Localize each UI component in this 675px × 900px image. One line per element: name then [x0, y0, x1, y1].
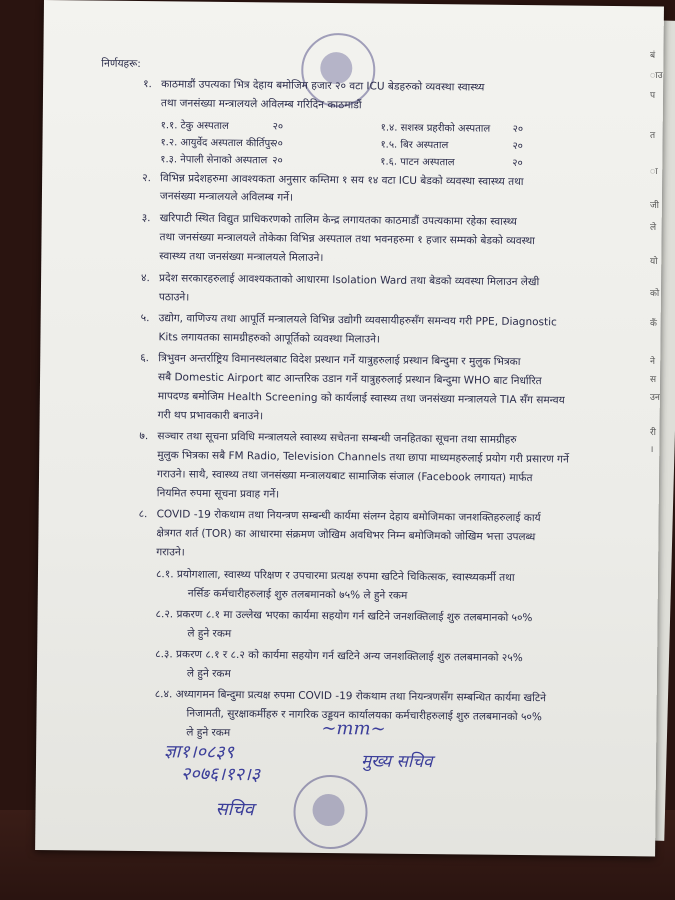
- subitem-8-2-line-1: ८.२. प्रकरण ८.१ मा उल्लेख भएका कार्यमा सहयोग गर्न खटिने जनशक्तिलाई शुरु तलबमानको ५०%: [155, 608, 533, 625]
- margin-fragment: त: [650, 131, 656, 141]
- hospital-1-1: १.१. टेकु अस्पताल: [160, 120, 229, 132]
- margin-fragment: प: [650, 91, 656, 101]
- hospital-1-6: १.६. पाटन अस्पताल: [380, 156, 455, 169]
- item-5-line-1: उद्योग, वाणिज्य तथा आपूर्ति मन्त्रालयले विभिन्न उद्योगी व्यवसायीहरुसँग समन्वय गरी PPE, Diagnostic: [158, 312, 557, 329]
- subitem-8-2-line-2: ले हुने रकम: [187, 627, 232, 640]
- hospital-1-3-beds: २०: [272, 155, 283, 167]
- item-3-line-3: स्वास्थ्य तथा जनसंख्या मन्त्रालयले मिलाउने।: [159, 250, 324, 264]
- item-3-line-2: तथा जनसंख्या मन्त्रालयले तोकेका विभिन्न अस्पताल तथा भवनहरुमा १ हजार सम्मको बेडको व्यवस्था: [159, 231, 536, 248]
- item-8-line-1: COVID -19 रोकथाम तथा नियन्त्रण सम्बन्धी कार्यमा संलग्न देहाय बमोजिमका जनशक्तिहरुलाई कार्य: [156, 508, 541, 525]
- item-3-number: ३.: [141, 212, 151, 225]
- margin-fragment: बं: [650, 51, 656, 61]
- item-4-line-2: पठाउने।: [158, 291, 190, 304]
- item-7-number: ७.: [139, 430, 149, 443]
- item-4-number: ४.: [141, 272, 150, 285]
- margin-fragment: कँ: [650, 319, 657, 329]
- item-4-line-1: प्रदेश सरकारहरुलाई आवश्यकताको आधारमा Isolation Ward तथा बेडको व्यवस्था मिलाउन लेखी: [159, 272, 540, 289]
- official-seal-bottom: [293, 775, 368, 850]
- item-5-line-2: Kits लगायतका सामग्रीहरुको आपूर्तिको व्यवस्था मिलाउने।: [158, 331, 380, 346]
- item-6-line-1: त्रिभुवन अन्तर्राष्ट्रिय विमानस्थलबाट विदेश प्रस्थान गर्ने यात्रुहरुलाई प्रस्थान बिन्दुमा र मुलुक भित्रका: [158, 352, 521, 369]
- subitem-8-1-line-1: ८.१. प्रयोगशाला, स्वास्थ्य परिक्षण र उपचारमा प्रत्यक्ष रुपमा खटिने चिकित्सक, स्वास्थ्यकर्मी तथा: [155, 568, 515, 584]
- margin-fragment: ले: [650, 223, 657, 233]
- margin-fragment: उन: [650, 393, 660, 403]
- margin-fragment: यो: [650, 257, 658, 267]
- item-6-line-4: गरी थप प्रभावकारी बनाउने।: [157, 409, 264, 423]
- heading: निर्णयहरू:: [101, 57, 141, 71]
- subitem-8-1-line-2: नर्सिङ कर्मचारीहरुलाई शुरु तलबमानको ७५% ले हुने रकम: [187, 587, 408, 602]
- handwritten-title-secretary: सचिव: [215, 798, 254, 821]
- margin-fragment: री: [650, 428, 657, 438]
- hospital-1-2: १.२. आयुर्वेद अस्पताल कीर्तिपुर: [160, 137, 275, 150]
- subitem-8-3-line-2: ले हुने रकम: [186, 667, 231, 680]
- handwritten-title-chief-secretary: मुख्य सचिव: [360, 751, 433, 773]
- item-2-line-2: जनसंख्या मन्त्रालयले अविलम्ब गर्ने।: [159, 190, 294, 204]
- subitem-8-4-line-1: ८.४. अध्यागमन बिन्दुमा प्रत्यक्ष रुपमा COVID -19 रोकथाम तथा नियन्त्रणसँग सम्बन्धित कार्यमा खटिने: [154, 688, 547, 705]
- item-8-line-3: गराउने।: [156, 546, 185, 559]
- item-5-number: ५.: [140, 312, 150, 325]
- item-1-number: १.: [143, 78, 153, 91]
- margin-fragment: को: [650, 289, 660, 299]
- hospital-1-5: १.५. बिर अस्पताल: [380, 139, 449, 152]
- item-7-line-3: गराउने। साथै, स्वास्थ्य तथा जनसंख्या मन्त्रालयबाट सामाजिक संजाल (Facebook लगायत) मार्फत: [156, 468, 533, 485]
- item-3-line-1: खरिपाटी स्थित विद्युत प्राधिकरणको तालिम केन्द्र लगायतका काठमाडौं उपत्यकामा रहेका स्वास्थ्य: [159, 212, 517, 228]
- item-2-line-1: विभिन्न प्रदेशहरुमा आवश्यकता अनुसार कम्तिमा १ सय १४ वटा ICU बेडको व्यवस्था स्वास्थ्य तथा: [160, 172, 524, 189]
- item-2-number: २.: [142, 172, 152, 185]
- handwritten-signature-secretary: ज्ञा१।०८३९: [164, 741, 235, 764]
- hospital-1-5-beds: २०: [512, 140, 523, 153]
- margin-fragment: स: [650, 375, 657, 385]
- item-7-line-2: मुलुक भित्रका सबै FM Radio, Television Channels तथा छापा माध्यमहरुलाई प्रयोग गरी प्रसारण गर्ने: [157, 449, 569, 466]
- item-1-line-1: काठमाडौं उपत्यका भित्र देहाय बमोजिम हजार २० वटा ICU बेडहरुको व्यवस्था स्वास्थ्य: [161, 78, 485, 94]
- document-page: [35, 0, 664, 856]
- item-7-line-4: नियमित रुपमा सूचना प्रवाह गर्ने।: [156, 487, 280, 501]
- item-8-line-2: क्षेत्रगत शर्त (TOR) का आधारमा संक्रमण जोखिम अवधिभर निम्न बमोजिमको जोखिम भत्ता उपलब्ध: [156, 527, 536, 544]
- handwritten-signature-chief: ~mm~: [321, 717, 386, 740]
- item-1-line-2: तथा जनसंख्या मन्त्रालयले अविलम्ब गरिदिन काठमाडौं: [160, 97, 362, 112]
- margin-fragment: ।: [650, 445, 654, 455]
- hospital-1-3: १.३. नेपाली सेनाको अस्पताल: [160, 154, 268, 167]
- hospital-1-2-beds: २०: [272, 138, 283, 150]
- hospital-1-1-beds: २०: [272, 121, 284, 133]
- subitem-8-4-line-2: निजामती, सुरक्षाकर्मीहरु र नागरिक उड्डयन कार्यालयका कर्मचारीहरुलाई शुरु तलबमानको ५०%: [186, 707, 542, 724]
- margin-fragment: जी: [650, 201, 660, 211]
- margin-fragment: ा: [650, 167, 658, 177]
- subitem-8-4-line-3: ले हुने रकम: [186, 726, 231, 739]
- subitem-8-3-line-1: ८.३. प्रकरण ८.१ र ८.२ को कार्यमा सहयोग गर्न खटिने अन्य जनशक्तिलाई शुरु तलबमानको २५%: [155, 648, 523, 665]
- hospital-1-4: १.४. सशस्त्र प्रहरीको अस्पताल: [380, 122, 491, 135]
- margin-fragment: ने: [650, 357, 655, 367]
- handwritten-date: २०७६।१२।३: [180, 763, 261, 786]
- margin-fragment: ाउ: [650, 71, 663, 81]
- item-6-line-2: सबै Domestic Airport बाट आन्तरिक उडान गर्ने यात्रुहरुलाई प्रस्थान बिन्दुमा WHO बाट निर्धारित: [157, 371, 542, 388]
- item-6-number: ६.: [140, 352, 150, 365]
- item-8-number: ८.: [138, 508, 148, 521]
- official-seal-top: [301, 33, 376, 108]
- item-6-line-3: मापदण्ड बमोजिम Health Screening को कार्यलाई स्वास्थ्य तथा जनसंख्या मन्त्रालयले TIA सँग समन्वय: [157, 390, 565, 407]
- hospital-1-4-beds: २०: [512, 123, 524, 136]
- item-7-line-1: सञ्चार तथा सूचना प्रविधि मन्त्रालयले स्वास्थ्य सचेतना सम्बन्धी जनहितका सूचना तथा सामग्रीहरु: [157, 430, 517, 446]
- hospital-1-6-beds: २०: [512, 157, 523, 170]
